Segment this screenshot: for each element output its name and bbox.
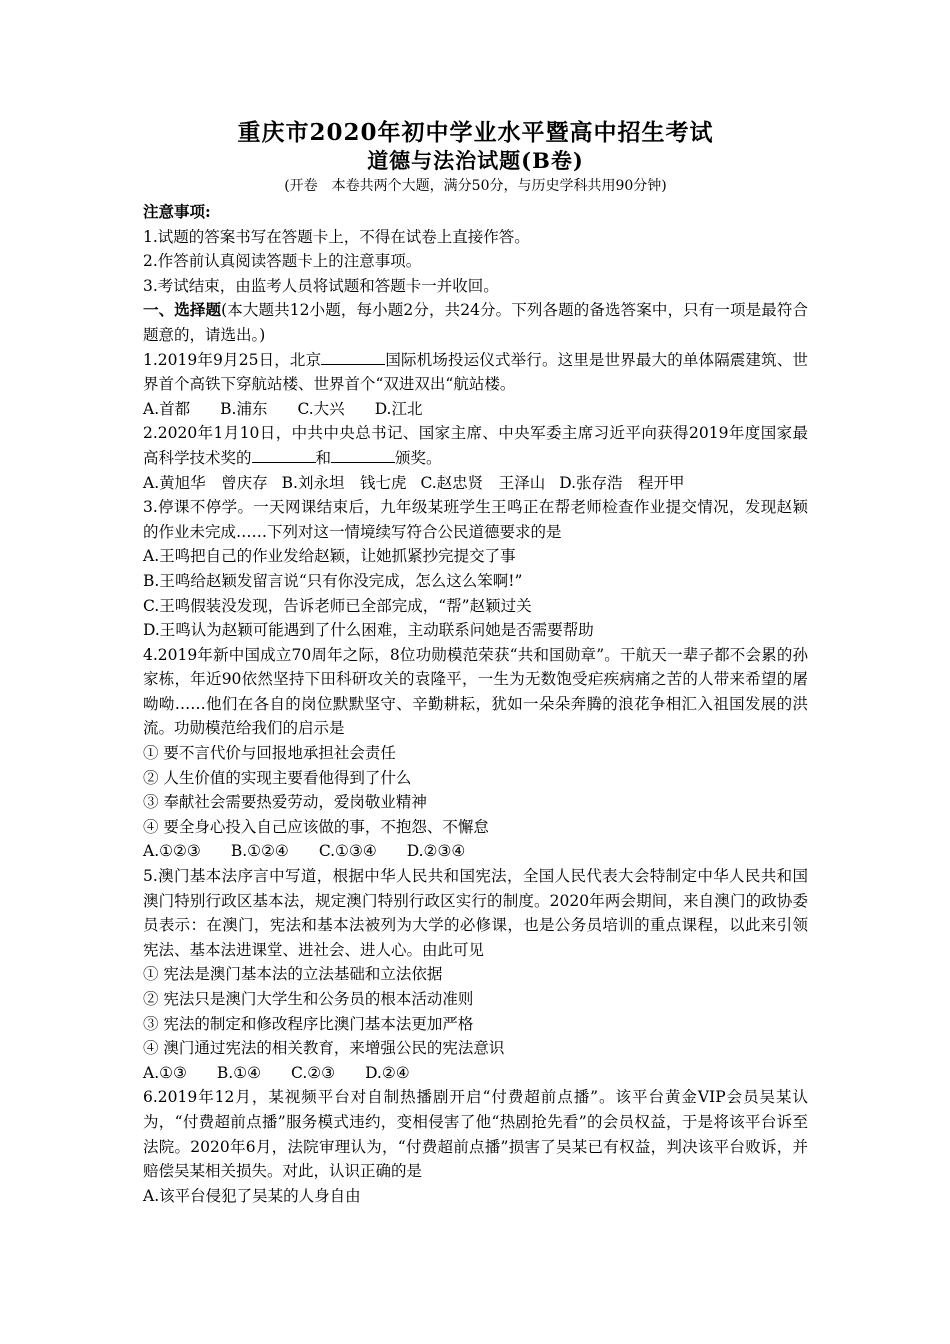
question-3-choice: C.王鸣假装没发现，告诉老师已全部完成，“帮”赵颖过关 [143, 596, 532, 615]
notice-item: 3.考试结束，由监考人员将试题和答题卡一并收回。 [143, 276, 499, 295]
question-3-stem: 3.停课不停学。一天网课结束后，九年级某班学生王鸣正在帮老师检查作业提交情况，发现赵颖的作业未完成……下列对这一情境续写符合公民道德要求的是 [143, 498, 808, 541]
answer-blank [331, 448, 395, 463]
notice-item: 1.试题的答案书写在答题卡上，不得在试卷上直接作答。 [143, 227, 530, 246]
option-d: D.②③④ [406, 842, 466, 861]
answer-blank [321, 350, 385, 365]
question-5-stem: 5.澳门基本法序言中写道，根据中华人民共和国宪法，全国人民代表大会特制定中华人民共和国澳门特别行政区基本法，规定澳门特别行政区实行的制度。2020年两会期间，来自澳门的政协委员表示：在澳门，宪法和基本法被列为大学的必修课，也是公务员培训的重点课程，以此来引领宪法、基本法进课堂、进社会、进人心。由此可见 [143, 867, 808, 959]
question-2-stem-part: 颁奖。 [395, 448, 442, 467]
question-3-choice: A.王鸣把自己的作业发给赵颖，让她抓紧抄完提交了事 [143, 547, 516, 566]
question-5-statement: ① 宪法是澳门基本法的立法基础和立法依据 [143, 965, 443, 984]
question-5-statement: ② 宪法只是澳门大学生和公务员的根本活动准则 [143, 990, 474, 1008]
question-4-statement: ③ 奉献社会需要热爱劳动，爱岗敬业精神 [143, 793, 427, 812]
option-b: B.浦东 [220, 399, 268, 418]
option-c: C.②③ [291, 1063, 336, 1082]
question-4-statement: ④ 要全身心投入自己应该做的事，不抱怨、不懈怠 [143, 817, 489, 836]
question-1-stem-part: 1.2019年9月25日，北京 [143, 350, 322, 369]
question-2-stem-part: 和 [315, 448, 332, 467]
question-2-stem [143, 421, 808, 470]
question-6-choice: A.该平台侵犯了吴某的人身自由 [143, 1186, 361, 1205]
question-1-options [143, 397, 808, 422]
option-b: B.刘永坦 钱七虎 [281, 473, 407, 492]
notice-heading: 注意事项: [143, 202, 211, 221]
question-4-options [143, 839, 808, 864]
option-a: A.①③ [143, 1063, 187, 1082]
option-d: D.②④ [365, 1063, 410, 1082]
option-a: A.首都 [143, 399, 191, 418]
option-c: C.大兴 [297, 399, 345, 418]
question-5-statement: ④ 澳门通过宪法的相关教育，来增强公民的宪法意识 [143, 1039, 505, 1058]
option-c: C.①③④ [318, 842, 377, 861]
exam-content [143, 118, 808, 1208]
section-1-desc: (本大题共12小题，每小题2分，共24分。下列各题的备选答案中，只有一项是最符合题意的，请选出。) [143, 301, 808, 344]
question-4-statement: ② 人生价值的实现主要看他得到了什么 [143, 768, 412, 787]
option-d: D.张存浩 程开甲 [559, 473, 685, 492]
option-a: A.①②③ [143, 842, 201, 861]
question-3-choice: D.王鸣认为赵颖可能遇到了什么困难，主动联系问她是否需要帮助 [143, 621, 594, 640]
question-1-stem [143, 348, 808, 397]
exam-title: 重庆市2020年初中学业水平暨高中招生考试 [237, 119, 714, 146]
question-6-stem: 6.2019年12月，某视频平台对自制热播剧开启“付费超前点播”。该平台黄金VIP会员吴某认为，“付费超前点播”服务模式违约，变相侵害了他“热剧抢先看”的会员权益，于是将该平台诉至法院。2020年6月，法院审理认为，“付费超前点播”损害了吴某已有权益，判决该平台败诉，并赔偿吴某相关损失。对此，认识正确的是 [143, 1088, 808, 1181]
option-d: D.江北 [374, 399, 423, 418]
option-c: C.赵忠贤 王泽山 [420, 473, 546, 492]
question-5-statement: ③ 宪法的制定和修改程序比澳门基本法更加严格 [143, 1014, 474, 1033]
option-b: B.①④ [216, 1063, 262, 1082]
question-3-choice: B.王鸣给赵颖发留言说“只有你没完成，怎么这么笨啊!” [143, 571, 523, 590]
question-2-stem-part: 2.2020年1月10日，中共中央总书记、国家主席、中央军委主席习近平向获得2019年度国家最高科学技术奖的 [143, 424, 808, 467]
exam-subtitle: 道德与法治试题(B卷) [367, 148, 584, 173]
option-a: A.黄旭华 曾庆存 [143, 473, 268, 492]
question-1-stem-part: 国际机场投运仪式举行。这里是世界最大的单体隔震建筑、世界首个高铁下穿航站楼、世界首个“双进双出“航站楼。 [143, 350, 808, 394]
question-5-options [143, 1061, 808, 1086]
question-2-options [143, 471, 808, 496]
answer-blank [252, 448, 316, 463]
notice-item: 2.作答前认真阅读答题卡上的注意事项。 [143, 252, 422, 271]
section-1-intro [143, 298, 808, 347]
section-1-heading: 一、选择题 [143, 300, 222, 320]
question-4-stem: 4.2019年新中国成立70周年之际，8位功勋模范荣获“共和国勋章”。干航天一辈子都不会累的孙家栋，年近90依然坚持下田科研攻关的袁隆平，一生为无数饱受疟疾病痛之苦的人带来希望的屠呦呦……他们在各自的岗位默默坚守、辛勤耕耘，犹如一朵朵奔腾的浪花争相汇入祖国发展的洪流。功勋模范给我们的启示是 [143, 645, 808, 738]
question-4-statement: ① 要不言代价与回报地承担社会责任 [143, 744, 396, 763]
exam-note: (开卷 本卷共两个大题，满分50分，与历史学科共用90分钟) [284, 178, 667, 194]
option-b: B.①②④ [230, 842, 289, 861]
